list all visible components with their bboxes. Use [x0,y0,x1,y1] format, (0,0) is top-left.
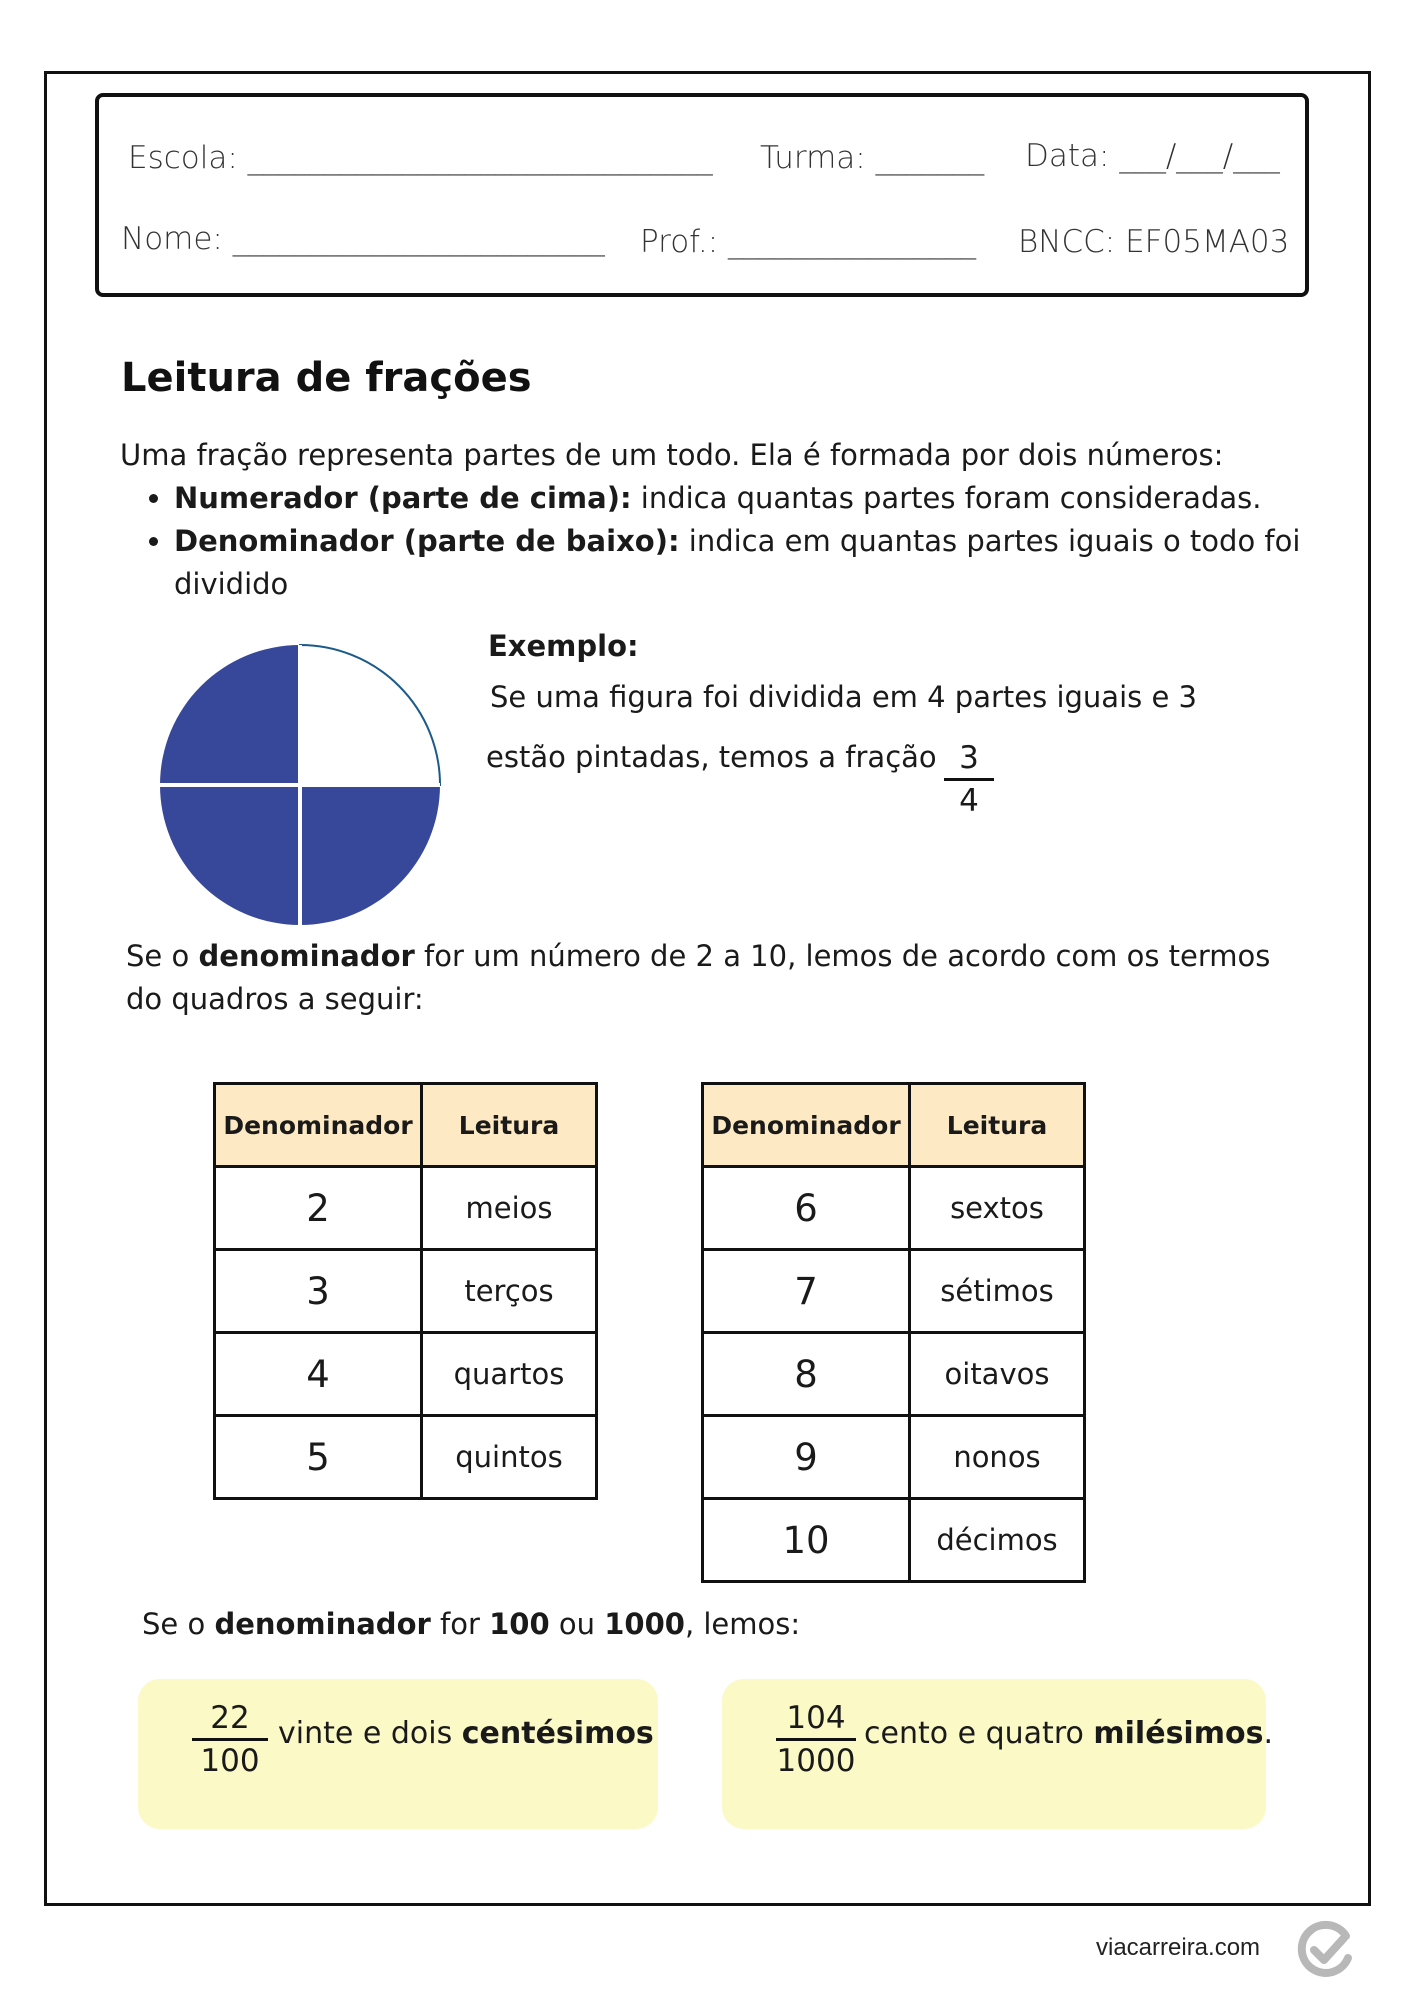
header-denominador: Denominador [703,1084,910,1167]
table-row [215,1167,597,1250]
example-line-2: estão pintadas, temos a fração [486,740,937,774]
pie-slice-top-right [300,645,440,785]
page-title: Leitura de frações [121,355,532,401]
denominator-value: 7 [703,1250,910,1333]
denominator-table-1 [213,1082,598,1500]
turma-field[interactable]: Turma: _______ [760,140,985,176]
data-field[interactable]: Data: ___/___/___ [1025,138,1280,174]
viacarreira-logo-icon [1296,1920,1356,1980]
reading-value: sextos [910,1167,1085,1250]
bncc-code: BNCC: EF05MA03 [1018,224,1290,260]
reading-value: oitavos [910,1333,1085,1416]
denominator-value: 10 [703,1499,910,1582]
numerador-definition: indica quantas partes foram consideradas. [631,481,1262,515]
header-leitura: Leitura [910,1084,1085,1167]
table-row [703,1333,1085,1416]
denominator-value: 8 [703,1333,910,1416]
box2-numerator: 104 [786,1700,846,1736]
header-box [95,93,1309,297]
reading-value: nonos [910,1416,1085,1499]
box2-denominator: 1000 [776,1738,856,1781]
table-row [703,1499,1085,1582]
table-row [703,1416,1085,1499]
numerador-term: Numerador (parte de cima): [174,481,632,515]
denominator-value: 9 [703,1416,910,1499]
reading-value: décimos [910,1499,1085,1582]
table-row [215,1250,597,1333]
bullet-numerador [174,477,1314,520]
box1-reading: vinte e dois centésimos [278,1716,654,1751]
pie-slice-bottom-left [160,785,300,925]
fraction-22-100 [192,1698,268,1781]
bullet-denominador [174,520,1314,606]
denominator-value: 5 [215,1416,422,1499]
denominator-value: 6 [703,1167,910,1250]
reading-value: quintos [422,1416,597,1499]
escola-field[interactable]: Escola: ______________________________ [128,140,713,176]
denominador-definition: indica em quantas partes iguais o todo foi dividido [174,524,1301,601]
table-row [215,1333,597,1416]
table-row [215,1416,597,1499]
footer-url[interactable]: viacarreira.com [1096,1934,1261,1961]
pie-slice-top-left [160,645,300,785]
header-leitura: Leitura [422,1084,597,1167]
denominator-table-2 [701,1082,1086,1583]
box2-reading: cento e quatro milésimos. [864,1716,1273,1751]
fraction-104-1000 [776,1698,856,1781]
denominador-term: Denominador (parte de baixo): [174,524,680,558]
reading-value: sétimos [910,1250,1085,1333]
example-line-1: Se uma figura foi dividida em 4 partes iguais e 3 [490,680,1197,714]
reading-value: meios [422,1167,597,1250]
prof-field[interactable]: Prof.: ________________ [640,224,976,260]
table-row [703,1167,1085,1250]
denominator-value: 4 [215,1333,422,1416]
pie-slice-bottom-right [300,785,440,925]
fraction-numerator: 3 [959,740,979,776]
example-fraction [944,738,994,821]
rule-denominator-100-1000: Se o denominador for 100 ou 1000, lemos: [142,1607,801,1641]
example-title: Exemplo: [488,629,639,663]
denominator-value: 2 [215,1167,422,1250]
header-denominador: Denominador [215,1084,422,1167]
fraction-pie-chart [158,643,442,927]
nome-field[interactable]: Nome: ________________________ [121,221,605,257]
definition-list [136,477,1314,606]
denominator-value: 3 [215,1250,422,1333]
box1-numerator: 22 [210,1700,250,1736]
rule-denominator-2-10: Se o denominador for um número de 2 a 10, lemos de acordo com os termos do quadros a seguir: [126,939,1271,1016]
table-row [703,1250,1085,1333]
box1-denominator: 100 [192,1738,268,1781]
fraction-denominator: 4 [944,778,994,821]
intro-lead: Uma fração representa partes de um todo. Ela é formada por dois números: [120,438,1224,472]
reading-value: quartos [422,1333,597,1416]
reading-value: terços [422,1250,597,1333]
